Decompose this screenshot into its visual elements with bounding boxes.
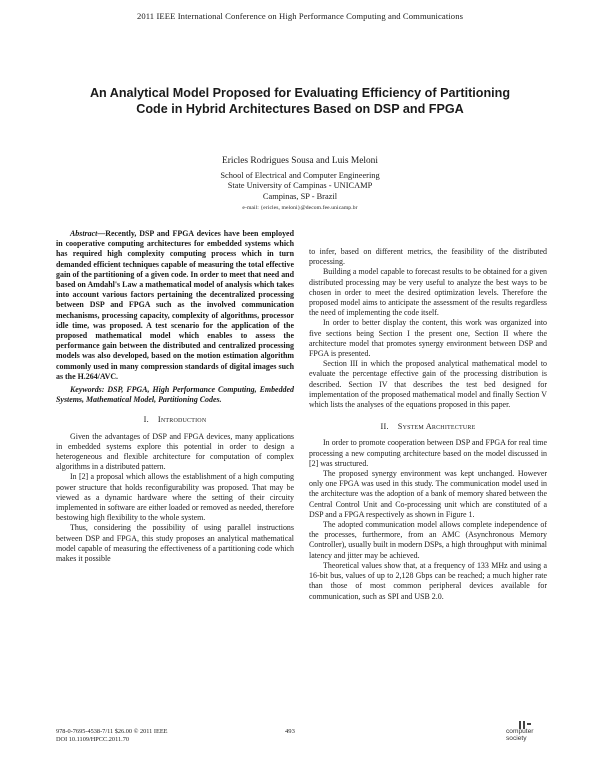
intro-paragraph-4: Building a model capable to forecast results to be obtained for a given distributed processing may be very useful to analyze the best ways to be chosen in order to meet the desired optimization levels. Therefore the proposed model aims to anticipate the assessment of the results regardless the need of implementing the code itself.: [309, 267, 547, 318]
title-line-2: Code in Hybrid Architectures Based on DSP and FPGA: [136, 101, 464, 116]
footer-doi: DOI 10.1109/HPCC.2011.70: [56, 736, 130, 743]
intro-paragraph-5: In order to better display the content, this work was organized into five sections being Section I the present one, Section II where the architecture model that promotes synergy environment between DSP and FPGA is presented.: [309, 318, 547, 359]
abstract-text: —Recently, DSP and FPGA devices have been employed in cooperative computing architectures for embedded systems which has required high complexity computing process which in turn demanded efficient techniques capable of measuring the total effective gain of the partitioning of a given code. In order to meet that need and based on Amdahl's Law a mathematical model of analysis which takes into account various factors pertaining the decentralized processing between DSP and FPGA such as the involved communication mechanisms, processing capacity, complexity of algorithms, processor idle time, was proposed. A test scenario for the application of the proposed mathematical model which enables to assess the performance gain between the distributed and centralized processing models was also developed, based on the motion estimation algorithm commonly used in many compression standards of digital images such as the H.264/AVC.: [56, 229, 294, 381]
paper-title: [40, 86, 560, 117]
arch-paragraph-2: The proposed synergy environment was kept unchanged. However only one FPGA was used in this study. The communication model used in the architecture was the adoption of a bank of memory shared between the Central Control Unit and Co-processing unit which are constituted of a DSP and a FPGA respectively as shown in Figure 1.: [309, 469, 547, 519]
section-title: Introduction: [157, 415, 207, 425]
intro-paragraph-6: Section III in which the proposed analytical mathematical model to evaluate the percentage effective gain of the processing distribution is described. Section IV that describes the test bed designed for implementation of the proposed mathematical model and finally Section V which lists the analyses of the equations proposed in this paper.: [309, 359, 547, 410]
intro-paragraph-2: In [2] a proposal which allows the establishment of a high computing power structure that holds reconfigurability was proposed. That may be viewed as a dynamic hardware where the setting of their circuity implemented in software are either loaded or removed as needed, therefore bestowing high flexibility to the whole system.: [56, 472, 294, 523]
footer-identifiers: [56, 728, 168, 744]
affiliation-location: Campinas, SP - Brazil: [262, 191, 338, 201]
affiliation-school: School of Electrical and Computer Engineering: [220, 171, 380, 180]
authors: Ericles Rodrigues Sousa and Luis Meloni: [222, 156, 378, 166]
computer-society-logo-text: [506, 729, 534, 743]
affiliation-university: State University of Campinas - UNICAMP: [227, 181, 373, 191]
arch-paragraph-1: In order to promote cooperation between DSP and FPGA for real time processing a new computing architecture based on the model discussed in [2] was structured.: [309, 438, 547, 468]
left-column: [56, 229, 294, 564]
intro-continuation: to infer, based on different metrics, the feasibility of the distributed processing.: [309, 247, 547, 267]
section-title: System Architecture: [397, 422, 476, 432]
arch-paragraph-3: The adopted communication model allows complete independence of the processes, furthermore, from an AMC (Asynchronous Memory Controller), usually built in modern DSPs, a high throughput with minimal latency and jitter may be achieved.: [309, 520, 547, 560]
intro-paragraph-1: Given the advantages of DSP and FPGA devices, many applications in embedded systems explore this potential in order to design a heterogeneous and flexible architecture for computation of complex algorithms in a distributed pattern.: [56, 431, 294, 472]
page-number: 493: [285, 728, 295, 735]
title-line-1: An Analytical Model Proposed for Evaluating Efficiency of Partitioning: [89, 86, 511, 100]
section-number: I.: [143, 415, 149, 425]
logo-line-1: computer: [506, 728, 534, 735]
author-email: e-mail: {ericles, meloni}@decom.fee.unicamp.br: [242, 204, 358, 211]
intro-paragraph-3: Thus, considering the possibility of using parallel instructions between DSP and FPGA, this study proposes an analytical mathematical model capable of measuring the effectiveness of a partitioning code which makes it possible: [56, 523, 294, 564]
footer-isbn: 978-0-7695-4538-7/11 $26.00 © 2011 IEEE: [56, 728, 168, 735]
keywords: [56, 385, 294, 405]
computer-society-logo: [500, 720, 556, 746]
section-number: II.: [380, 422, 389, 432]
right-column: [309, 247, 547, 602]
conference-header: 2011 IEEE International Conference on High Performance Computing and Communications: [136, 11, 464, 21]
abstract-label: Abstract: [70, 229, 98, 238]
keywords-label: Keywords:: [70, 385, 105, 395]
keywords-text: DSP, FPGA, High Performance Computing, Embedded Systems, Mathematical Model, Partitioning Codes.: [56, 385, 294, 405]
affiliation: [0, 171, 600, 213]
logo-line-2: society: [506, 734, 527, 742]
section-heading-introduction: [56, 415, 294, 425]
abstract: [56, 229, 294, 382]
section-heading-system-architecture: [309, 422, 547, 432]
arch-paragraph-4: Theoretical values show that, at a frequency of 133 MHz and using a 16-bit bus, values of up to 2,128 Gbps can be reached; a much higher rate than those of most common peripheral devices available for communication, such as SPI and USB 2.0.: [309, 560, 547, 601]
